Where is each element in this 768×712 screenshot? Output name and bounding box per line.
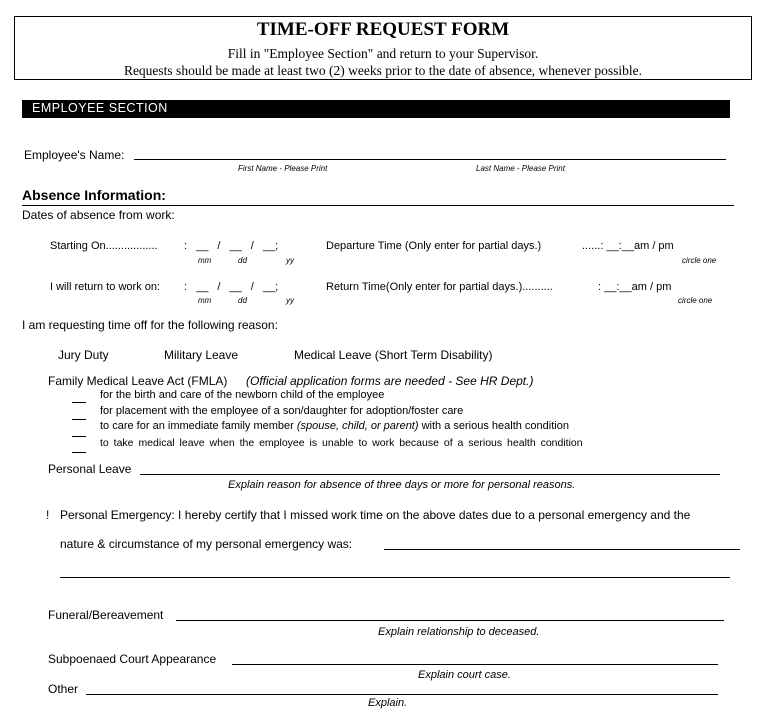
fmla-note: (Official application forms are needed - See HR Dept.) (246, 374, 534, 388)
other-label[interactable]: Other (48, 682, 79, 696)
section-bar (22, 100, 730, 118)
fmla-item-text: with a serious health condition (421, 420, 569, 432)
first-name-hint: First Name - Please Print (238, 164, 328, 173)
last-name-hint: Last Name - Please Print (476, 164, 565, 173)
instruction-line-2: Requests should be made at least two (2) weeks prior to the date of absence, whenever possible. (123, 63, 643, 78)
mm-hint: mm (198, 256, 212, 265)
fmla-item: for the birth and care of the newborn child of the employee (100, 389, 385, 401)
other-field[interactable] (86, 694, 718, 695)
starting-label: Starting On................. (50, 240, 158, 252)
personal-leave-field[interactable] (140, 474, 720, 475)
circle-one-hint: circle one (682, 256, 717, 265)
military-leave-option[interactable]: Military Leave (164, 348, 239, 362)
dd-hint: dd (238, 296, 247, 305)
start-date-field[interactable]: : __ / __ / __; (184, 240, 279, 252)
departure-time-field[interactable]: ......: __:__am / pm (582, 240, 674, 252)
personal-leave-label[interactable]: Personal Leave (48, 462, 132, 476)
return-time-label: Return Time(Only enter for partial days.).......... (326, 281, 553, 293)
funeral-label[interactable]: Funeral/Bereavement (48, 608, 164, 622)
departure-label: Departure Time (Only enter for partial days.) (326, 240, 542, 252)
subpoena-label[interactable]: Subpoenaed Court Appearance (48, 652, 217, 666)
jury-duty-option[interactable]: Jury Duty (58, 348, 109, 362)
absence-divider (22, 205, 734, 206)
emergency-field[interactable] (384, 549, 740, 550)
subpoena-field[interactable] (232, 664, 718, 665)
section-bar-label: EMPLOYEE SECTION (32, 101, 168, 115)
return-label: I will return to work on: (50, 281, 161, 293)
funeral-field[interactable] (176, 620, 724, 621)
instruction-line-1: Fill in "Employee Section" and return to your Supervisor. (227, 46, 539, 61)
emergency-mark[interactable]: ! (46, 508, 50, 522)
fmla-checkbox[interactable] (72, 452, 86, 453)
return-time-field[interactable]: : __:__am / pm (598, 281, 672, 293)
other-hint: Explain. (368, 697, 408, 709)
emergency-field-2[interactable] (60, 577, 730, 578)
fmla-item: to take medical leave when the employee is unable to work because of a serious health condition (100, 437, 583, 449)
emergency-statement-2: nature & circumstance of my personal emergency was: (60, 537, 353, 551)
circle-one-hint: circle one (678, 296, 713, 305)
medical-leave-option[interactable]: Medical Leave (Short Term Disability) (294, 348, 493, 362)
fmla-checkbox[interactable] (72, 419, 86, 420)
subpoena-hint: Explain court case. (418, 669, 511, 681)
fmla-checkbox[interactable] (72, 402, 86, 403)
employee-name-label: Employee's Name: (24, 148, 125, 162)
funeral-hint: Explain relationship to deceased. (378, 626, 540, 638)
employee-name-field[interactable] (134, 159, 726, 160)
mm-hint: mm (198, 296, 212, 305)
yy-hint: yy (286, 256, 294, 265)
fmla-item: for placement with the employee of a son/daughter for adoption/foster care (100, 405, 464, 417)
reason-intro: I am requesting time off for the following reason: (22, 318, 278, 332)
fmla-item-note: (spouse, child, or parent) (296, 420, 419, 432)
personal-leave-hint: Explain reason for absence of three days or more for personal reasons. (228, 479, 576, 491)
return-date-field[interactable]: : __ / __ / __; (184, 281, 279, 293)
fmla-item (100, 420, 569, 432)
fmla-item-text: to care for an immediate family member (100, 420, 294, 432)
yy-hint: yy (286, 296, 294, 305)
emergency-statement: Personal Emergency: I hereby certify that I missed work time on the above dates due to a personal emergency and the (60, 508, 691, 522)
fmla-label: Family Medical Leave Act (FMLA) (48, 374, 228, 388)
dates-label: Dates of absence from work: (22, 208, 175, 222)
dd-hint: dd (238, 256, 247, 265)
form-title: TIME-OFF REQUEST FORM (256, 19, 510, 40)
fmla-checkbox[interactable] (72, 436, 86, 437)
absence-heading: Absence Information: (22, 187, 166, 203)
